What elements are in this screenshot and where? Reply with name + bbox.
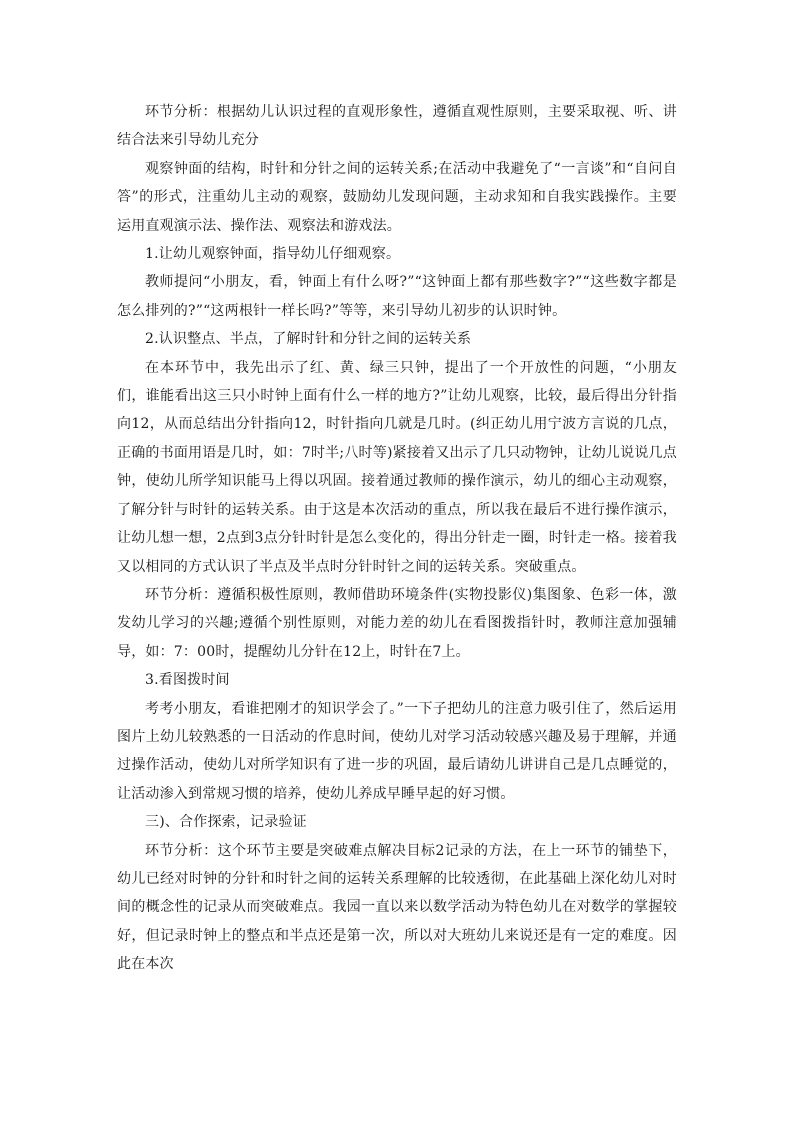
paragraph-quiz: 考考小朋友，看谁把刚才的知识学会了。”一下子把幼儿的注意力吸引住了，然后运用图片上幼儿较熟悉的一日活动的作息时间，使幼儿对学习活动较感兴趣及易于理解，并通过操作活动，使幼儿对所学知识有了进一步的巩固，最后请幼儿讲讲自己是几点睡觉的，让活动渗入到常规习惯的培养，使幼儿养成早睡早起的好习惯。 [117,700,677,802]
paragraph-three-clocks: 在本环节中，我先出示了红、黄、绿三只钟，提出了一个开放性的问题，“小朋友们，谁能看出这三只小时钟上面有什么一样的地方?”让幼儿观察，比较，最后得出分针指向12，从而总结出分针指向12，时针指向几就是几时。(纠正幼儿用宁波方言说的几点，正确的书面用语是几时，如：7时半;八时等)紧接着又出示了几只动物钟，让幼儿说说几点钟，使幼儿所学知识能马上得以巩固。接着通过教师的操作演示，幼儿的细心主动观察，了解分针与时针的运转关系。由于这是本次活动的重点，所以我在最后不进行操作演示，让幼儿想一想，2点到3点分针时针是怎么变化的，得出分针走一圈，时针走一格。接着我又以相同的方式认识了半点及半点时分针时针之间的运转关系。突破重点。 [117,359,677,575]
heading-step-3: 3.看图拨时间 [145,672,230,689]
heading-step-1: 1.让幼儿观察钟面，指导幼儿仔细观察。 [145,246,401,263]
heading-section-3: 三)、合作探索，记录验证 [145,814,307,831]
paragraph-analysis-positivity: 环节分析：遵循积极性原则，教师借助环境条件(实物投影仪)集图象、色彩一体，激发幼儿学习的兴趣;遵循个别性原则，对能力差的幼儿在看图拨指针时，教师注意加强辅导，如：7：00时，提醒幼儿分针在12上，时针在7上。 [117,586,677,660]
paragraph-analysis-record: 环节分析：这个环节主要是突破难点解决目标2记录的方法，在上一环节的铺垫下，幼儿已经对时钟的分针和时针之间的运转关系理解的比较透彻，在此基础上深化幼儿对时间的概念性的记录从而突破难点。我园一直以来以数学活动为特色幼儿在对数学的掌握较好，但记录时钟上的整点和半点还是第一次，所以对大班幼儿来说还是有一定的难度。因此在本次 [117,842,677,973]
heading-step-2: 2.认识整点、半点，了解时针和分针之间的运转关系 [145,331,472,348]
document-body [117,98,677,979]
paragraph-teacher-questions: 教师提问“小朋友，看，钟面上有什么呀?”“这钟面上都有那些数字?”“这些数字都是怎么排列的?”“这两根针一样长吗?”等等，来引导幼儿初步的认识时钟。 [117,274,677,319]
paragraph-analysis-intro: 环节分析：根据幼儿认识过程的直观形象性，遵循直观性原则，主要采取视、听、讲结合法来引导幼儿充分 [117,104,677,149]
paragraph-observe-clock: 观察钟面的结构，时针和分针之间的运转关系;在活动中我避免了“一言谈”和“自问自答”的形式，注重幼儿主动的观察，鼓励幼儿发现问题，主动求知和自我实践操作。主要运用直观演示法、操作法、观察法和游戏法。 [117,160,677,234]
